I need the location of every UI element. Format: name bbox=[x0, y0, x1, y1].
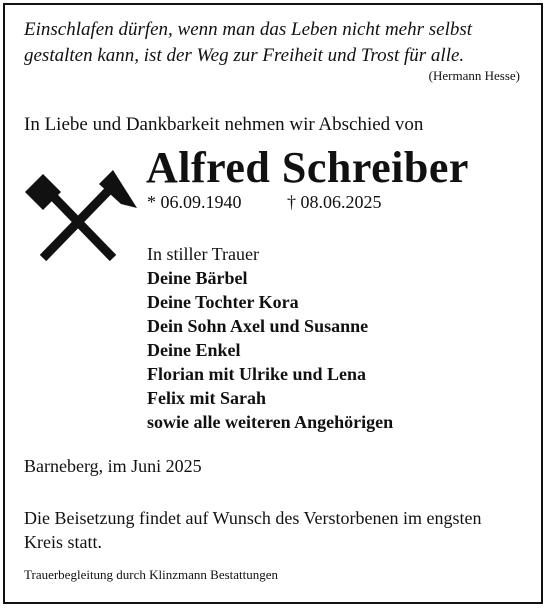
mourner-line: Florian mit Ulrike und Lena bbox=[147, 364, 367, 384]
mourner-line: sowie alle weiteren Angehörigen bbox=[147, 412, 394, 432]
mourner-line: Dein Sohn Axel und Susanne bbox=[147, 316, 369, 336]
mourner-line: Deine Bärbel bbox=[147, 268, 248, 288]
place-and-date: Barneberg, im Juni 2025 bbox=[24, 456, 202, 476]
quote-line-1: Einschlafen dürfen, wenn man das Leben nicht mehr selbst bbox=[24, 19, 473, 40]
undertaker-note: Trauerbegleitung durch Klinzmann Bestattungen bbox=[24, 567, 279, 582]
mourner-line: Felix mit Sarah bbox=[147, 388, 266, 408]
deceased-name: Alfred Schreiber bbox=[146, 143, 469, 192]
quote-author: (Hermann Hesse) bbox=[428, 68, 520, 83]
birth-date: * 06.09.1940 bbox=[147, 192, 242, 212]
mourner-line: Deine Tochter Kora bbox=[147, 292, 299, 312]
death-date: † 08.06.2025 bbox=[287, 192, 382, 212]
mourner-line: Deine Enkel bbox=[147, 340, 241, 360]
quote-line-2: gestalten kann, ist der Weg zur Freiheit und Trost für alle. bbox=[24, 45, 465, 66]
mourners-heading: In stiller Trauer bbox=[147, 244, 259, 264]
hammer-and-pick-icon bbox=[21, 170, 139, 264]
burial-note-line-1: Die Beisetzung findet auf Wunsch des Verstorbenen im engsten bbox=[24, 508, 482, 528]
burial-note-line-2: Kreis statt. bbox=[24, 532, 102, 552]
intro-text: In Liebe und Dankbarkeit nehmen wir Abschied von bbox=[24, 114, 424, 135]
